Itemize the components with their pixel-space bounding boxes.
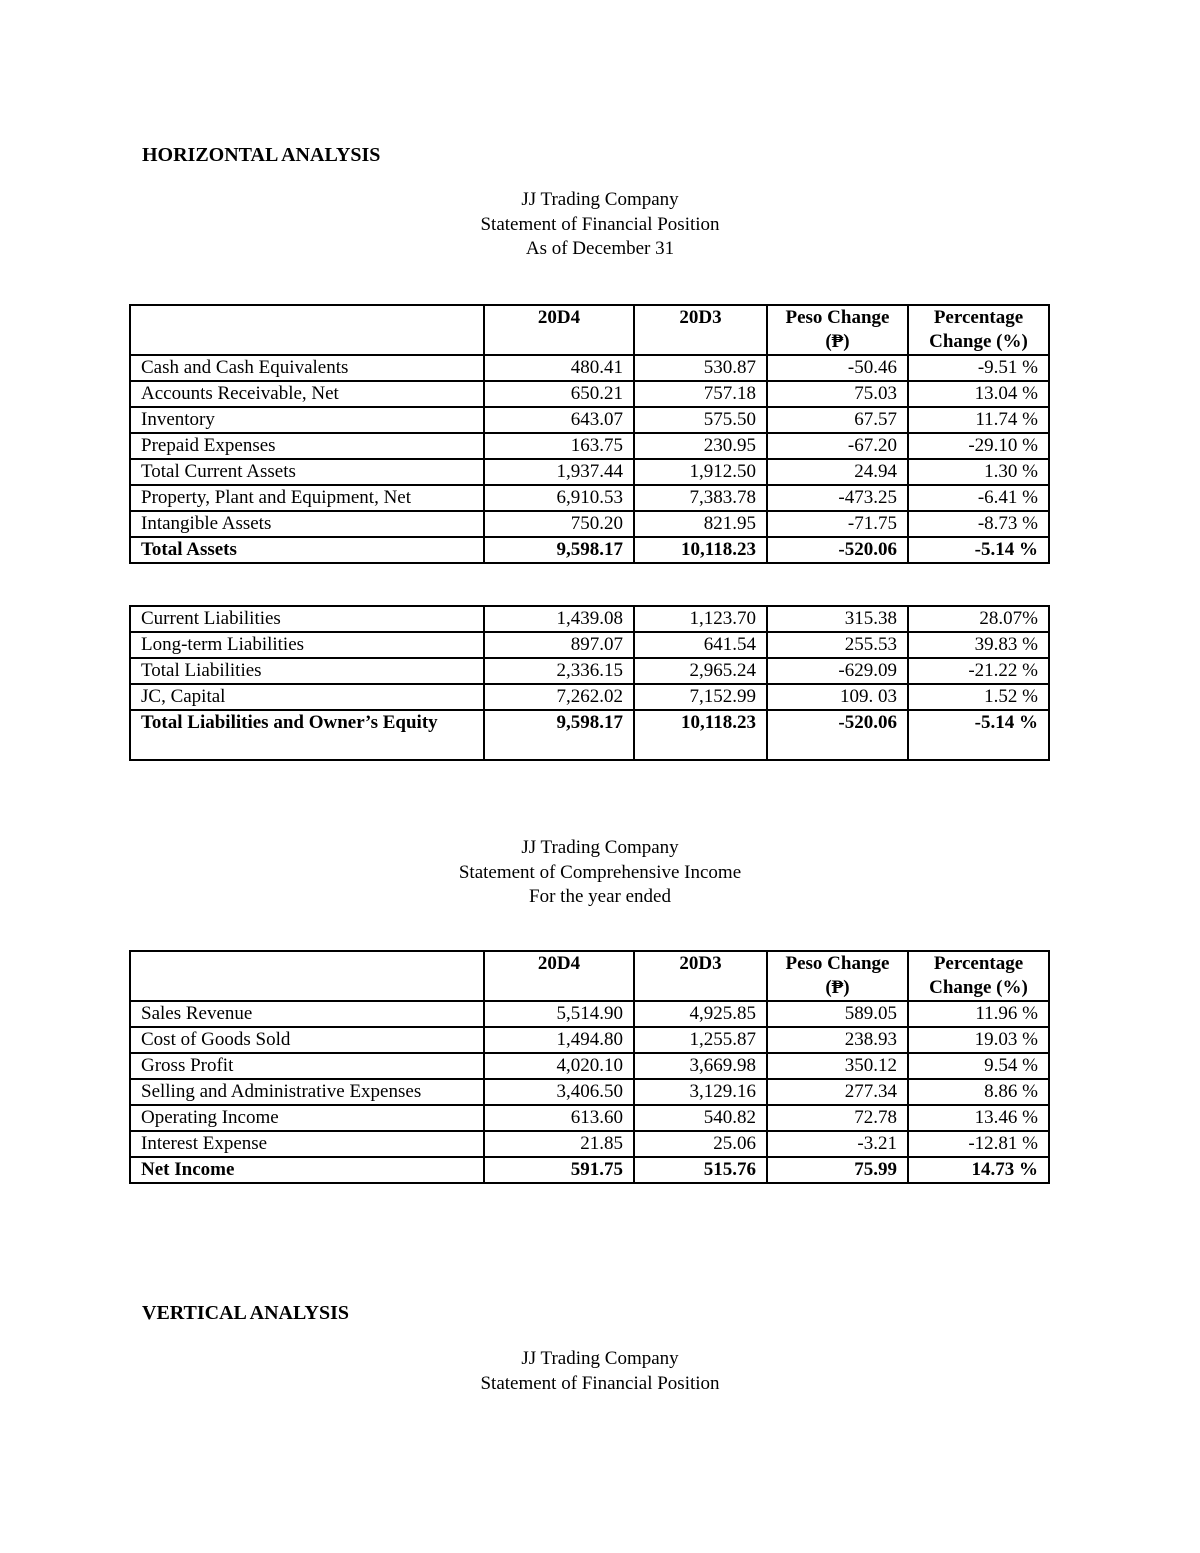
value-20d4: 591.75 [484,1157,634,1183]
header-20d4: 20D4 [484,951,634,1001]
value-20d4: 2,336.15 [484,658,634,684]
value-20d3: 641.54 [634,632,767,658]
company-name: JJ Trading Company [521,189,679,210]
value-percentage-change: -8.73 % [908,511,1049,537]
value-20d4: 750.20 [484,511,634,537]
value-20d3: 7,383.78 [634,485,767,511]
value-20d3: 25.06 [634,1131,767,1157]
table-row [130,1079,1049,1105]
value-peso-change: -520.06 [767,710,908,760]
table-row [130,632,1049,658]
value-20d3: 3,669.98 [634,1053,767,1079]
table-row [130,433,1049,459]
value-percentage-change: -9.51 % [908,355,1049,381]
value-peso-change: -50.46 [767,355,908,381]
value-20d4: 1,439.08 [484,606,634,632]
value-percentage-change: 39.83 % [908,632,1049,658]
row-label: Property, Plant and Equipment, Net [130,485,484,511]
value-20d3: 4,925.85 [634,1001,767,1027]
sci-table [129,950,1050,1184]
vertical-sfp-header [0,1347,1200,1396]
header-peso-change: Peso Change (₱) [767,951,908,1001]
table-row [130,459,1049,485]
row-label: Sales Revenue [130,1001,484,1027]
value-20d3: 540.82 [634,1105,767,1131]
statement-date: As of December 31 [525,238,675,259]
table-row [130,355,1049,381]
value-percentage-change: 13.04 % [908,381,1049,407]
company-name: JJ Trading Company [521,837,679,858]
value-peso-change: 75.99 [767,1157,908,1183]
header-peso-change: Peso Change (₱) [767,305,908,355]
value-peso-change: -473.25 [767,485,908,511]
row-label: Cash and Cash Equivalents [130,355,484,381]
table-header-row [130,951,1049,1001]
table-row [130,1157,1049,1183]
table-row [130,485,1049,511]
value-20d4: 9,598.17 [484,537,634,563]
value-percentage-change: -12.81 % [908,1131,1049,1157]
value-percentage-change: -21.22 % [908,658,1049,684]
value-peso-change: 67.57 [767,407,908,433]
table-row [130,1027,1049,1053]
value-20d4: 897.07 [484,632,634,658]
value-20d4: 163.75 [484,433,634,459]
row-label: Intangible Assets [130,511,484,537]
row-label: Accounts Receivable, Net [130,381,484,407]
row-label: Cost of Goods Sold [130,1027,484,1053]
table-row [130,407,1049,433]
value-percentage-change: 28.07% [908,606,1049,632]
row-label: JC, Capital [130,684,484,710]
table-header-row [130,305,1049,355]
header-percentage-change: Percentage Change (%) [908,305,1049,355]
table-row [130,381,1049,407]
value-peso-change: 277.34 [767,1079,908,1105]
value-20d3: 821.95 [634,511,767,537]
sfp-header [0,188,1200,262]
value-20d4: 9,598.17 [484,710,634,760]
sfp-liabilities-table [129,605,1050,761]
value-percentage-change: -6.41 % [908,485,1049,511]
value-peso-change: 315.38 [767,606,908,632]
value-peso-change: 75.03 [767,381,908,407]
value-20d3: 2,965.24 [634,658,767,684]
value-percentage-change: 8.86 % [908,1079,1049,1105]
header-percentage-change: Percentage Change (%) [908,951,1049,1001]
row-label: Selling and Administrative Expenses [130,1079,484,1105]
row-label: Prepaid Expenses [130,433,484,459]
value-peso-change: -3.21 [767,1131,908,1157]
value-peso-change: 24.94 [767,459,908,485]
value-20d4: 1,937.44 [484,459,634,485]
value-peso-change: 589.05 [767,1001,908,1027]
value-peso-change: -71.75 [767,511,908,537]
table-row [130,537,1049,563]
row-label: Net Income [130,1157,484,1183]
value-percentage-change: -5.14 % [908,710,1049,760]
row-label: Total Assets [130,537,484,563]
row-label: Total Liabilities [130,658,484,684]
row-label: Interest Expense [130,1131,484,1157]
value-peso-change: 350.12 [767,1053,908,1079]
value-20d3: 1,912.50 [634,459,767,485]
company-name: JJ Trading Company [521,1348,679,1369]
value-peso-change: -629.09 [767,658,908,684]
value-20d4: 21.85 [484,1131,634,1157]
value-20d4: 480.41 [484,355,634,381]
value-peso-change: 238.93 [767,1027,908,1053]
table-row [130,1053,1049,1079]
value-peso-change: 255.53 [767,632,908,658]
table-row [130,684,1049,710]
value-percentage-change: 1.52 % [908,684,1049,710]
value-20d3: 7,152.99 [634,684,767,710]
value-20d4: 7,262.02 [484,684,634,710]
value-percentage-change: 9.54 % [908,1053,1049,1079]
statement-name: Statement of Comprehensive Income [458,861,742,883]
header-blank [130,305,484,355]
value-20d4: 6,910.53 [484,485,634,511]
value-peso-change: 72.78 [767,1105,908,1131]
value-20d3: 3,129.16 [634,1079,767,1105]
value-20d3: 757.18 [634,381,767,407]
sci-header [0,836,1200,910]
statement-name: Statement of Financial Position [480,1372,720,1394]
value-peso-change: -67.20 [767,433,908,459]
header-blank [130,951,484,1001]
statement-name: Statement of Financial Position [480,213,720,235]
value-20d3: 230.95 [634,433,767,459]
row-label: Long-term Liabilities [130,632,484,658]
value-percentage-change: 19.03 % [908,1027,1049,1053]
value-20d3: 10,118.23 [634,710,767,760]
value-20d4: 4,020.10 [484,1053,634,1079]
value-20d4: 3,406.50 [484,1079,634,1105]
value-percentage-change: -5.14 % [908,537,1049,563]
value-20d4: 5,514.90 [484,1001,634,1027]
value-peso-change: 109. 03 [767,684,908,710]
value-20d3: 530.87 [634,355,767,381]
value-20d3: 575.50 [634,407,767,433]
row-label: Gross Profit [130,1053,484,1079]
table-row [130,710,1049,760]
value-20d4: 650.21 [484,381,634,407]
value-20d4: 613.60 [484,1105,634,1131]
table-row [130,511,1049,537]
table-row [130,606,1049,632]
value-percentage-change: 14.73 % [908,1157,1049,1183]
value-percentage-change: 11.96 % [908,1001,1049,1027]
vertical-analysis-title: VERTICAL ANALYSIS [142,1302,349,1324]
value-percentage-change: 1.30 % [908,459,1049,485]
value-20d3: 515.76 [634,1157,767,1183]
header-20d3: 20D3 [634,951,767,1001]
row-label: Current Liabilities [130,606,484,632]
value-20d3: 10,118.23 [634,537,767,563]
value-percentage-change: 11.74 % [908,407,1049,433]
value-20d3: 1,123.70 [634,606,767,632]
value-peso-change: -520.06 [767,537,908,563]
sfp-assets-table [129,304,1050,564]
row-label: Inventory [130,407,484,433]
value-percentage-change: 13.46 % [908,1105,1049,1131]
value-20d4: 643.07 [484,407,634,433]
value-percentage-change: -29.10 % [908,433,1049,459]
table-row [130,658,1049,684]
value-20d3: 1,255.87 [634,1027,767,1053]
row-label: Total Liabilities and Owner’s Equity [130,710,484,760]
row-label: Total Current Assets [130,459,484,485]
table-row [130,1105,1049,1131]
header-20d3: 20D3 [634,305,767,355]
table-row [130,1131,1049,1157]
value-20d4: 1,494.80 [484,1027,634,1053]
row-label: Operating Income [130,1105,484,1131]
statement-date: For the year ended [529,886,671,907]
table-row [130,1001,1049,1027]
header-20d4: 20D4 [484,305,634,355]
horizontal-analysis-title: HORIZONTAL ANALYSIS [142,144,381,166]
